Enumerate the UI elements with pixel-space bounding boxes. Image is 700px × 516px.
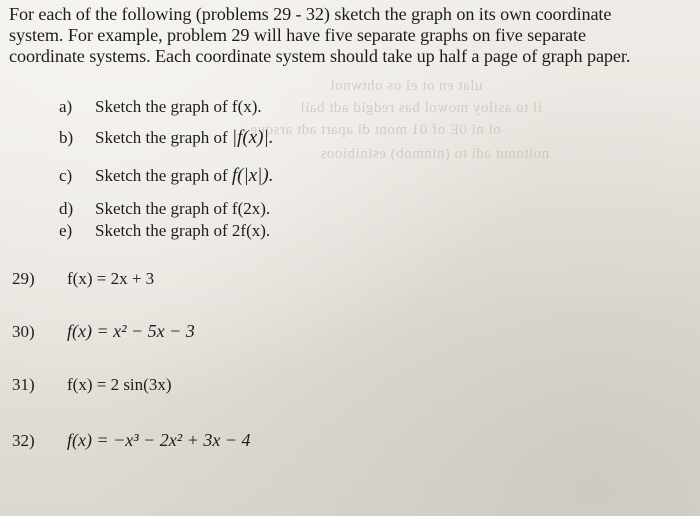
problem-function: f(x) = −x³ − 2x² + 3x − 4: [67, 430, 251, 450]
task-item-c: [59, 165, 273, 187]
task-text: Sketch the graph of: [95, 221, 228, 240]
task-letter: b): [59, 128, 74, 147]
task-function: f(|x|).: [231, 165, 274, 186]
bleed-through-text: il to asiloy mowol bas redgid adt bail: [300, 100, 542, 116]
problem-number: 30): [12, 322, 35, 341]
task-function: f(2x).: [231, 199, 271, 218]
problem-29: [12, 269, 154, 289]
instructions-line: system. For example, problem 29 will have five separate graphs on five separate: [9, 25, 586, 45]
problem-function: f(x) = 2x + 3: [67, 269, 155, 288]
instructions-paragraph: [9, 4, 699, 67]
task-function: |f(x)|.: [231, 127, 274, 148]
problem-31: [12, 375, 171, 395]
task-function: 2f(x).: [231, 221, 271, 240]
task-item-a: [59, 97, 262, 117]
task-letter: d): [59, 199, 74, 218]
problem-32: [12, 430, 250, 451]
problem-30: [12, 321, 195, 342]
problem-number: 31): [12, 375, 35, 394]
instructions-line: For each of the following (problems 29 - 32) sketch the graph on its own coordinate: [9, 4, 612, 24]
task-text: Sketch the graph of: [95, 199, 228, 218]
task-function: f(x).: [231, 97, 262, 116]
task-text: Sketch the graph of: [95, 166, 228, 185]
bleed-through-text: ulat en ot el os ohtwnol: [330, 78, 483, 94]
problem-number: 32): [12, 431, 35, 450]
instructions-line: coordinate systems. Each coordinate system should take up half a page of graph paper.: [9, 46, 631, 66]
task-letter: c): [59, 166, 73, 185]
task-item-d: [59, 199, 270, 219]
problem-function: f(x) = x² − 5x − 3: [67, 321, 195, 341]
task-letter: a): [59, 97, 73, 116]
task-item-b: [59, 127, 273, 149]
bleed-through-text: ol ni 0E of 01 mont di apart adt arsque: [250, 122, 501, 138]
bleed-through-text: noitonut adi to (ninmob) esinibioos: [320, 146, 550, 162]
task-letter: e): [59, 221, 73, 240]
task-text: Sketch the graph of: [95, 97, 228, 116]
task-item-e: [59, 221, 270, 241]
problem-function: f(x) = 2 sin(3x): [67, 375, 172, 394]
task-text: Sketch the graph of: [95, 128, 228, 147]
problem-number: 29): [12, 269, 35, 288]
